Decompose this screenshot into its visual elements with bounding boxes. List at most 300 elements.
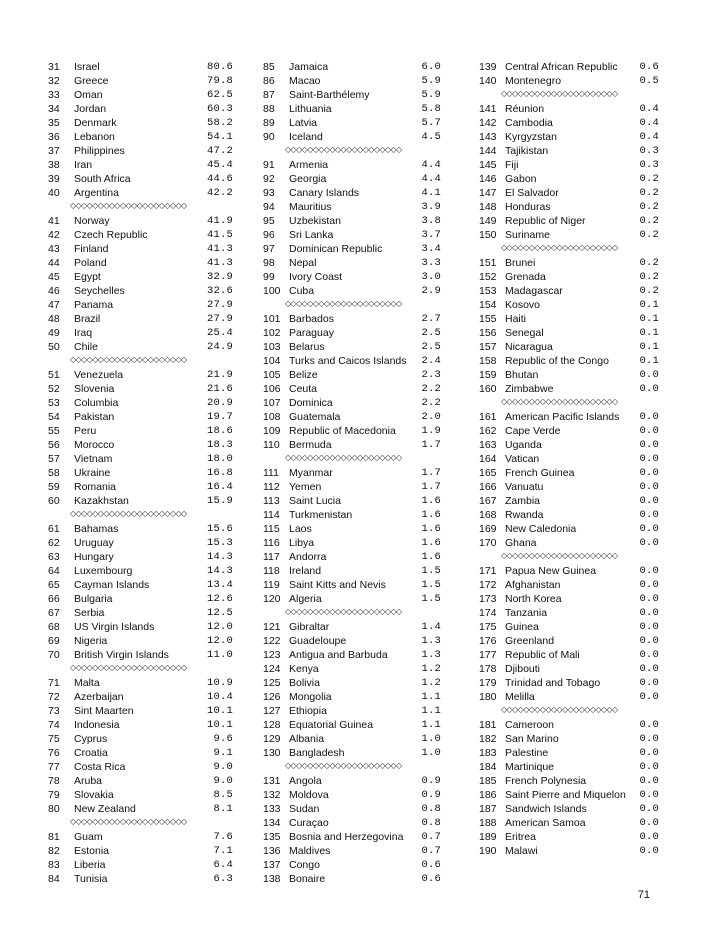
rank-number: 139	[479, 61, 497, 73]
ranking-row	[263, 424, 441, 438]
country-value: 21.6	[206, 383, 233, 395]
rank-number: 110	[263, 439, 280, 451]
rank-number: 190	[479, 845, 497, 857]
country-name: Cape Verde	[505, 425, 561, 437]
ranking-row	[48, 396, 233, 410]
ranking-row	[263, 816, 441, 830]
country-name: North Korea	[505, 593, 562, 605]
country-name: Jordan	[74, 103, 107, 115]
rank-number: 31	[48, 61, 60, 73]
ranking-row	[48, 522, 233, 536]
country-name: Greece	[74, 75, 109, 87]
rank-number: 103	[263, 341, 281, 353]
rank-number: 111	[263, 467, 279, 479]
ranking-row	[263, 536, 441, 550]
rank-number: 126	[263, 691, 281, 703]
ranking-row	[263, 284, 441, 298]
country-name: Bosnia and Herzegovina	[289, 831, 404, 843]
country-name: Equatorial Guinea	[289, 719, 374, 731]
country-name: Bolivia	[289, 677, 320, 689]
diamond-divider-icon: ◇◇◇◇◇◇◇◇◇◇◇◇◇◇◇◇◇◇◇◇◇	[501, 397, 618, 406]
rank-number: 120	[263, 593, 281, 605]
diamond-divider-icon: ◇◇◇◇◇◇◇◇◇◇◇◇◇◇◇◇◇◇◇◇◇	[501, 243, 618, 252]
ranking-row	[479, 298, 659, 312]
ranking-row	[48, 242, 233, 256]
country-name: Rwanda	[505, 509, 544, 521]
rank-number: 149	[479, 215, 497, 227]
rank-number: 90	[263, 131, 275, 143]
ranking-row	[479, 102, 659, 116]
rank-number: 135	[263, 831, 281, 843]
ranking-row	[479, 788, 659, 802]
rank-number: 181	[479, 719, 497, 731]
ranking-column-3	[479, 60, 659, 858]
rank-number: 88	[263, 103, 275, 115]
rank-number: 76	[48, 747, 60, 759]
country-name: Albania	[289, 733, 325, 745]
ranking-row	[263, 116, 441, 130]
country-value: 79.8	[206, 75, 233, 87]
rank-number: 176	[479, 635, 497, 647]
country-value: 0.0	[639, 579, 659, 591]
rank-number: 45	[48, 271, 60, 283]
country-name: Bangladesh	[289, 747, 345, 759]
country-name: Pakistan	[74, 411, 115, 423]
country-value: 0.0	[639, 509, 659, 521]
rank-number: 170	[479, 537, 497, 549]
ranking-row	[48, 368, 233, 382]
country-name: Bhutan	[505, 369, 539, 381]
rank-number: 92	[263, 173, 275, 185]
country-value: 1.5	[421, 565, 441, 577]
diamond-divider-icon: ◇◇◇◇◇◇◇◇◇◇◇◇◇◇◇◇◇◇◇◇◇	[70, 201, 187, 210]
country-name: Israel	[74, 61, 100, 73]
country-value: 25.4	[206, 327, 233, 339]
country-value: 0.0	[639, 747, 659, 759]
country-value: 0.7	[421, 831, 441, 843]
ranking-row	[263, 158, 441, 172]
ranking-row	[479, 214, 659, 228]
country-value: 6.0	[421, 61, 441, 73]
ranking-row	[48, 872, 233, 886]
country-name: Macao	[289, 75, 321, 87]
country-name: Uzbekistan	[289, 215, 341, 227]
rank-number: 147	[479, 187, 497, 199]
country-value: 0.2	[639, 229, 659, 241]
ranking-row	[48, 284, 233, 298]
rank-number: 48	[48, 313, 60, 325]
ranking-row	[263, 872, 441, 886]
country-value: 6.4	[213, 859, 233, 871]
country-value: 12.6	[206, 593, 233, 605]
rank-number: 36	[48, 131, 60, 143]
ranking-row	[479, 116, 659, 130]
country-value: 0.0	[639, 635, 659, 647]
country-name: Montenegro	[505, 75, 562, 87]
rank-number: 118	[263, 565, 280, 577]
rank-number: 77	[48, 761, 60, 773]
rank-number: 94	[263, 201, 275, 213]
country-value: 0.1	[639, 327, 659, 339]
country-name: Bulgaria	[74, 593, 113, 605]
country-name: Poland	[74, 257, 107, 269]
rank-number: 112	[263, 481, 280, 493]
country-name: Bonaire	[289, 873, 326, 885]
country-value: 0.0	[639, 621, 659, 633]
country-value: 1.6	[421, 537, 441, 549]
rank-number: 174	[479, 607, 497, 619]
country-value: 2.5	[421, 341, 441, 353]
country-name: Estonia	[74, 845, 110, 857]
ranking-row	[263, 186, 441, 200]
country-name: Egypt	[74, 271, 101, 283]
country-value: 41.9	[206, 215, 233, 227]
ranking-row	[263, 844, 441, 858]
rank-number: 186	[479, 789, 497, 801]
country-value: 0.4	[639, 103, 659, 115]
ranking-row	[48, 60, 233, 74]
ranking-row	[48, 144, 233, 158]
rank-number: 124	[263, 663, 281, 675]
country-name: Barbados	[289, 313, 334, 325]
country-name: Argentina	[74, 187, 119, 199]
country-value: 0.0	[639, 481, 659, 493]
rank-number: 162	[479, 425, 497, 437]
country-value: 1.9	[421, 425, 441, 437]
rank-number: 73	[48, 705, 60, 717]
country-name: Ireland	[289, 565, 322, 577]
country-value: 14.3	[206, 551, 233, 563]
ranking-row	[263, 732, 441, 746]
country-value: 21.9	[206, 369, 233, 381]
country-name: Nigeria	[74, 635, 108, 647]
country-value: 0.0	[639, 817, 659, 829]
ranking-row	[263, 802, 441, 816]
country-value: 6.3	[213, 873, 233, 885]
rank-number: 52	[48, 383, 60, 395]
rank-number: 136	[263, 845, 281, 857]
country-value: 12.0	[206, 621, 233, 633]
country-value: 1.5	[421, 579, 441, 591]
country-value: 10.1	[206, 705, 233, 717]
section-divider	[479, 550, 659, 564]
diamond-divider-icon: ◇◇◇◇◇◇◇◇◇◇◇◇◇◇◇◇◇◇◇◇◇	[70, 355, 187, 364]
section-divider	[479, 704, 659, 718]
country-name: Tanzania	[505, 607, 548, 619]
country-name: Republic of Macedonia	[289, 425, 396, 437]
country-name: Cayman Islands	[74, 579, 150, 591]
country-value: 9.6	[213, 733, 233, 745]
country-name: Iraq	[74, 327, 93, 339]
ranking-row	[479, 774, 659, 788]
rank-number: 140	[479, 75, 497, 87]
ranking-row	[263, 60, 441, 74]
rank-number: 133	[263, 803, 281, 815]
ranking-row	[479, 340, 659, 354]
rank-number: 57	[48, 453, 60, 465]
rank-number: 38	[48, 159, 60, 171]
ranking-row	[48, 648, 233, 662]
rank-number: 39	[48, 173, 60, 185]
country-name: Jamaica	[289, 61, 329, 73]
country-name: Nepal	[289, 257, 317, 269]
country-name: Guinea	[505, 621, 539, 633]
rank-number: 168	[479, 509, 497, 521]
ranking-row	[48, 480, 233, 494]
ranking-row	[479, 424, 659, 438]
rank-number: 164	[479, 453, 497, 465]
rank-number: 75	[48, 733, 60, 745]
rank-number: 61	[48, 523, 60, 535]
section-divider	[48, 662, 233, 676]
rank-number: 49	[48, 327, 60, 339]
ranking-row	[263, 508, 441, 522]
country-value: 0.0	[639, 761, 659, 773]
country-name: Tajikistan	[505, 145, 549, 157]
rank-number: 80	[48, 803, 60, 815]
ranking-row	[48, 634, 233, 648]
diamond-divider-icon: ◇◇◇◇◇◇◇◇◇◇◇◇◇◇◇◇◇◇◇◇◇	[285, 299, 402, 308]
ranking-row	[479, 522, 659, 536]
ranking-row	[48, 690, 233, 704]
country-name: Libya	[289, 537, 315, 549]
ranking-row	[48, 228, 233, 242]
country-name: San Marino	[505, 733, 559, 745]
ranking-row	[263, 718, 441, 732]
rank-number: 129	[263, 733, 281, 745]
ranking-row	[48, 172, 233, 186]
country-value: 0.5	[639, 75, 659, 87]
country-name: Haiti	[505, 313, 527, 325]
country-name: Belarus	[289, 341, 325, 353]
country-value: 7.1	[213, 845, 233, 857]
ranking-row	[263, 242, 441, 256]
ranking-row	[263, 788, 441, 802]
ranking-row	[263, 676, 441, 690]
section-divider	[263, 760, 441, 774]
rank-number: 95	[263, 215, 275, 227]
rank-number: 97	[263, 243, 275, 255]
diamond-divider-icon: ◇◇◇◇◇◇◇◇◇◇◇◇◇◇◇◇◇◇◇◇◇	[285, 761, 402, 770]
country-name: Mauritius	[289, 201, 332, 213]
rank-number: 165	[479, 467, 497, 479]
country-name: Aruba	[74, 775, 103, 787]
country-name: Latvia	[289, 117, 318, 129]
rank-number: 128	[263, 719, 281, 731]
ranking-row	[263, 690, 441, 704]
country-value: 27.9	[206, 299, 233, 311]
rank-number: 125	[263, 677, 281, 689]
ranking-row	[263, 634, 441, 648]
ranking-row	[263, 774, 441, 788]
country-value: 58.2	[206, 117, 233, 129]
country-name: Saint Pierre and Miquelon	[505, 789, 626, 801]
ranking-row	[48, 550, 233, 564]
country-name: New Caledonia	[505, 523, 577, 535]
country-name: New Zealand	[74, 803, 136, 815]
ranking-row	[263, 88, 441, 102]
ranking-row	[479, 816, 659, 830]
country-name: Angola	[289, 775, 322, 787]
country-name: Réunion	[505, 103, 545, 115]
country-name: Sint Maarten	[74, 705, 134, 717]
country-value: 0.0	[639, 803, 659, 815]
country-value: 16.8	[206, 467, 233, 479]
rank-number: 183	[479, 747, 497, 759]
country-value: 10.9	[206, 677, 233, 689]
country-value: 0.0	[639, 663, 659, 675]
country-name: Cyprus	[74, 733, 108, 745]
rank-number: 130	[263, 747, 281, 759]
rank-number: 132	[263, 789, 281, 801]
ranking-row	[48, 312, 233, 326]
country-name: Ceuta	[289, 383, 318, 395]
diamond-divider-icon: ◇◇◇◇◇◇◇◇◇◇◇◇◇◇◇◇◇◇◇◇◇	[501, 705, 618, 714]
rank-number: 137	[263, 859, 281, 871]
rank-number: 44	[48, 257, 60, 269]
ranking-row	[479, 802, 659, 816]
rank-number: 89	[263, 117, 275, 129]
country-name: Senegal	[505, 327, 544, 339]
rank-number: 72	[48, 691, 60, 703]
country-name: Peru	[74, 425, 97, 437]
country-value: 3.8	[421, 215, 441, 227]
country-value: 0.0	[639, 789, 659, 801]
ranking-row	[479, 158, 659, 172]
rank-number: 68	[48, 621, 60, 633]
country-name: Kazakhstan	[74, 495, 129, 507]
rank-number: 60	[48, 495, 60, 507]
rank-number: 91	[263, 159, 275, 171]
rank-number: 78	[48, 775, 60, 787]
country-value: 8.5	[213, 789, 233, 801]
country-value: 18.3	[206, 439, 233, 451]
rank-number: 55	[48, 425, 60, 437]
rank-number: 157	[479, 341, 497, 353]
diamond-divider-icon: ◇◇◇◇◇◇◇◇◇◇◇◇◇◇◇◇◇◇◇◇◇	[70, 509, 187, 518]
country-value: 7.6	[213, 831, 233, 843]
ranking-row	[479, 760, 659, 774]
rank-number: 148	[479, 201, 497, 213]
section-divider	[48, 508, 233, 522]
country-name: Saint Kitts and Nevis	[289, 579, 386, 591]
country-value: 2.9	[421, 285, 441, 297]
rank-number: 182	[479, 733, 497, 745]
country-value: 2.5	[421, 327, 441, 339]
country-value: 0.2	[639, 173, 659, 185]
country-value: 0.8	[421, 803, 441, 815]
ranking-row	[263, 578, 441, 592]
country-value: 10.4	[206, 691, 233, 703]
country-name: Fiji	[505, 159, 519, 171]
ranking-row	[48, 578, 233, 592]
ranking-row	[479, 746, 659, 760]
country-name: Guadeloupe	[289, 635, 347, 647]
country-name: Republic of the Congo	[505, 355, 609, 367]
ranking-row	[48, 466, 233, 480]
country-name: Luxembourg	[74, 565, 133, 577]
rank-number: 33	[48, 89, 60, 101]
country-name: Finland	[74, 243, 109, 255]
country-value: 1.6	[421, 551, 441, 563]
rank-number: 119	[263, 579, 280, 591]
country-name: Malta	[74, 677, 100, 689]
country-value: 1.6	[421, 495, 441, 507]
country-name: Croatia	[74, 747, 108, 759]
country-value: 0.4	[639, 131, 659, 143]
country-name: Ghana	[505, 537, 537, 549]
rank-number: 102	[263, 327, 281, 339]
country-value: 44.6	[206, 173, 233, 185]
rank-number: 58	[48, 467, 60, 479]
country-value: 1.3	[421, 649, 441, 661]
country-value: 42.2	[206, 187, 233, 199]
country-value: 0.0	[639, 607, 659, 619]
ranking-row	[479, 620, 659, 634]
country-value: 41.3	[206, 257, 233, 269]
country-name: Papua New Guinea	[505, 565, 597, 577]
country-value: 80.6	[206, 61, 233, 73]
ranking-row	[48, 774, 233, 788]
diamond-divider-icon: ◇◇◇◇◇◇◇◇◇◇◇◇◇◇◇◇◇◇◇◇◇	[501, 89, 618, 98]
ranking-row	[479, 200, 659, 214]
ranking-row	[263, 494, 441, 508]
rank-number: 84	[48, 873, 60, 885]
ranking-row	[479, 592, 659, 606]
country-name: Republic of Mali	[505, 649, 580, 661]
diamond-divider-icon: ◇◇◇◇◇◇◇◇◇◇◇◇◇◇◇◇◇◇◇◇◇	[70, 817, 187, 826]
country-name: Nicaragua	[505, 341, 553, 353]
section-divider	[479, 396, 659, 410]
country-name: Saint Lucia	[289, 495, 341, 507]
ranking-row	[48, 438, 233, 452]
country-name: Chile	[74, 341, 98, 353]
country-name: Slovakia	[74, 789, 114, 801]
rank-number: 107	[263, 397, 281, 409]
ranking-row	[263, 200, 441, 214]
rank-number: 35	[48, 117, 60, 129]
country-value: 4.4	[421, 173, 441, 185]
country-value: 18.6	[206, 425, 233, 437]
ranking-row	[479, 634, 659, 648]
country-name: Cameroon	[505, 719, 555, 731]
ranking-row	[479, 508, 659, 522]
rank-number: 71	[48, 677, 60, 689]
ranking-row	[48, 844, 233, 858]
section-divider	[48, 354, 233, 368]
country-value: 16.4	[206, 481, 233, 493]
country-value: 41.3	[206, 243, 233, 255]
ranking-row	[479, 452, 659, 466]
country-value: 0.0	[639, 369, 659, 381]
ranking-row	[48, 214, 233, 228]
country-value: 0.0	[639, 733, 659, 745]
country-name: Saint-Barthélemy	[289, 89, 370, 101]
ranking-row	[48, 298, 233, 312]
country-name: Cambodia	[505, 117, 553, 129]
ranking-row	[479, 368, 659, 382]
ranking-row	[48, 830, 233, 844]
country-name: Afghanistan	[505, 579, 561, 591]
rank-number: 82	[48, 845, 60, 857]
ranking-row	[479, 60, 659, 74]
country-value: 5.8	[421, 103, 441, 115]
country-name: Uruguay	[74, 537, 114, 549]
ranking-row	[48, 424, 233, 438]
rank-number: 106	[263, 383, 281, 395]
country-name: Vietnam	[74, 453, 113, 465]
ranking-row	[479, 186, 659, 200]
